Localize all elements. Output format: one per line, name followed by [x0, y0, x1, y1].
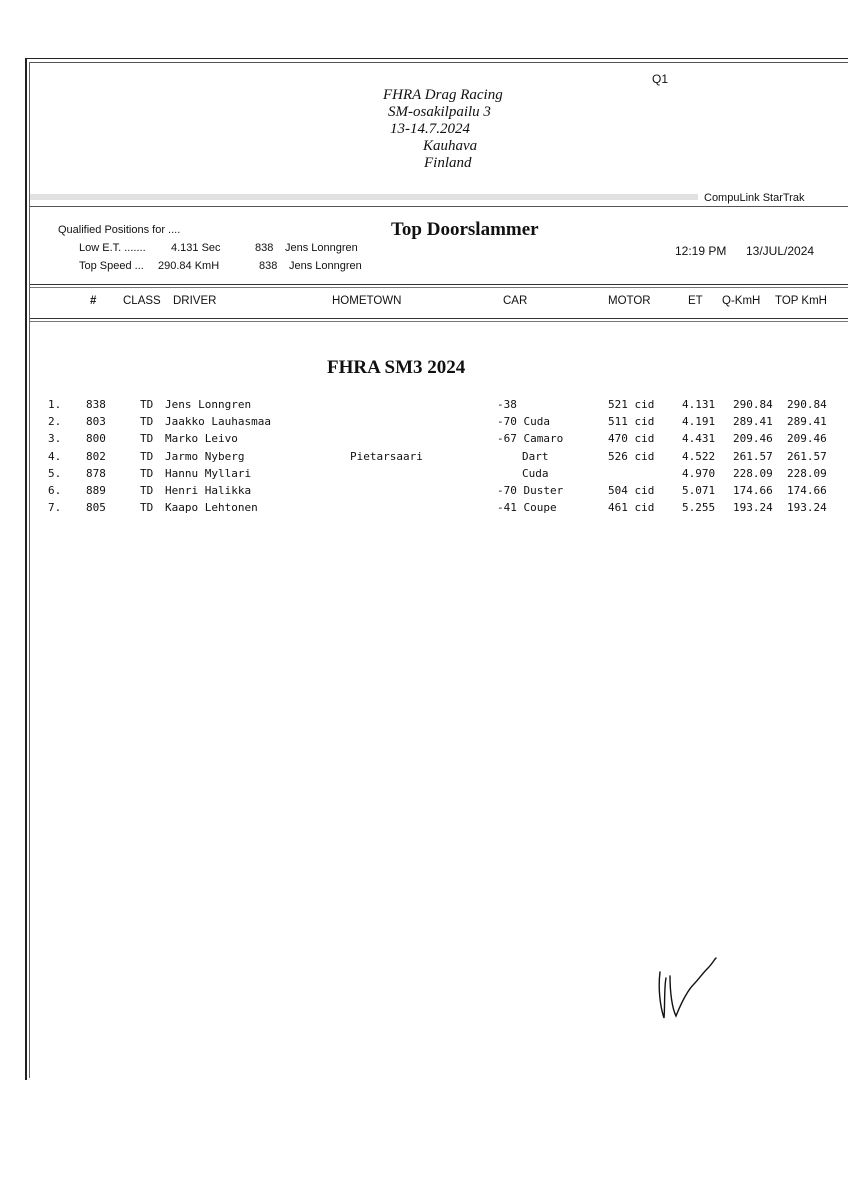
row-et: 4.191	[682, 415, 716, 429]
row-et: 4.522	[682, 449, 716, 463]
row-car-number: 803	[86, 415, 106, 429]
event-country: Finland	[424, 155, 472, 171]
row-driver: Henri Halikka	[165, 484, 252, 497]
row-q-kmh: 228.09	[733, 466, 773, 480]
row-car: -41 Coupe	[497, 501, 557, 515]
class-title: Top Doorslammer	[391, 219, 539, 240]
frame-top-line-inner	[29, 62, 848, 63]
event-dates: 13-14.7.2024	[390, 121, 470, 137]
row-hometown: Pietarsaari	[350, 449, 423, 463]
frame-left-line-inner	[29, 62, 30, 1078]
report-date: 13/JUL/2024	[746, 244, 815, 258]
frame-top-line	[25, 58, 848, 59]
row-q-kmh: 289.41	[733, 415, 773, 429]
row-car: Cuda	[522, 466, 549, 480]
table-row	[0, 415, 848, 431]
low-et-num: 838	[255, 242, 274, 254]
divider-top	[30, 206, 848, 207]
row-car-number: 878	[86, 466, 106, 480]
row-top-kmh: 228.09	[787, 466, 827, 480]
row-car-number: 805	[86, 501, 106, 515]
table-row	[0, 501, 848, 517]
col-qkmh: Q-KmH	[722, 295, 761, 307]
col-hometown: HOMETOWN	[332, 295, 402, 307]
event-org: FHRA Drag Racing	[383, 87, 503, 103]
row-position: 5.	[48, 466, 62, 480]
row-q-kmh: 174.66	[733, 484, 773, 497]
row-class: TD	[140, 432, 154, 446]
col-topkmh: TOP KmH	[775, 295, 827, 307]
row-class: TD	[140, 466, 154, 480]
row-car: Dart	[522, 449, 549, 463]
divider-header-top2	[30, 287, 848, 288]
row-car-number: 800	[86, 432, 106, 446]
row-position: 3.	[48, 432, 62, 446]
row-class: TD	[140, 415, 154, 429]
col-motor: MOTOR	[608, 295, 651, 307]
event-series: SM-osakilpailu 3	[388, 104, 491, 120]
row-car-number: 802	[86, 449, 106, 463]
row-motor: 461 cid	[608, 501, 655, 515]
row-driver: Jarmo Nyberg	[165, 449, 245, 463]
row-q-kmh: 209.46	[733, 432, 773, 446]
row-top-kmh: 174.66	[787, 484, 827, 497]
row-class: TD	[140, 501, 154, 515]
col-num: #	[90, 295, 97, 307]
row-top-kmh: 209.46	[787, 432, 827, 446]
row-position: 2.	[48, 415, 62, 429]
row-top-kmh: 261.57	[787, 449, 827, 463]
row-q-kmh: 261.57	[733, 449, 773, 463]
row-et: 5.071	[682, 484, 716, 497]
row-class: TD	[140, 449, 154, 463]
row-q-kmh: 193.24	[733, 501, 773, 515]
col-class: CLASS	[123, 295, 161, 307]
row-et: 4.131	[682, 398, 716, 411]
row-position: 7.	[48, 501, 62, 515]
row-class: TD	[140, 484, 154, 497]
top-speed-label: Top Speed ...	[79, 260, 144, 272]
row-car: -38	[497, 398, 517, 411]
row-class: TD	[140, 398, 154, 411]
page-code: Q1	[652, 72, 669, 86]
row-motor: 521 cid	[608, 398, 655, 411]
row-car: -70 Cuda	[497, 415, 550, 429]
table-row	[0, 450, 848, 466]
row-top-kmh: 290.84	[787, 398, 827, 411]
report-time: 12:19 PM	[675, 244, 727, 258]
top-speed-driver: Jens Lonngren	[289, 260, 362, 272]
row-top-kmh: 289.41	[787, 415, 827, 429]
frame-left-line	[25, 58, 27, 1080]
row-driver: Marko Leivo	[165, 432, 238, 446]
divider-header-top	[30, 284, 848, 285]
col-driver: DRIVER	[173, 295, 217, 307]
row-position: 1.	[48, 398, 62, 411]
table-row	[0, 432, 848, 448]
row-position: 6.	[48, 484, 62, 497]
row-motor: 470 cid	[608, 432, 655, 446]
row-et: 5.255	[682, 501, 716, 515]
row-motor: 511 cid	[608, 415, 655, 429]
table-row	[0, 484, 848, 500]
signature	[650, 948, 730, 1028]
row-driver: Jaakko Lauhasmaa	[165, 415, 271, 429]
low-et-label: Low E.T. .......	[79, 242, 146, 254]
row-motor: 526 cid	[608, 449, 655, 463]
row-car-number: 889	[86, 484, 106, 497]
divider-header-bottom	[30, 318, 848, 319]
table-row	[0, 398, 848, 414]
event-city: Kauhava	[423, 138, 478, 154]
row-et: 4.431	[682, 432, 716, 446]
col-car: CAR	[503, 295, 528, 307]
row-position: 4.	[48, 449, 62, 463]
row-et: 4.970	[682, 466, 716, 480]
table-row	[0, 467, 848, 483]
top-speed-num: 838	[259, 260, 278, 272]
low-et-driver: Jens Lonngren	[285, 242, 358, 254]
row-top-kmh: 193.24	[787, 501, 827, 515]
row-driver: Jens Lonngren	[165, 398, 252, 411]
row-car: -67 Camaro	[497, 432, 564, 446]
row-motor: 504 cid	[608, 484, 655, 497]
system-name: CompuLink StarTrak	[704, 192, 805, 204]
top-speed-value: 290.84 KmH	[158, 260, 220, 272]
section-title: FHRA SM3 2024	[327, 357, 466, 378]
qualified-label: Qualified Positions for ....	[58, 224, 181, 236]
row-driver: Kaapo Lehtonen	[165, 501, 258, 515]
row-q-kmh: 290.84	[733, 398, 773, 411]
divider-header-bottom2	[30, 321, 848, 322]
row-car-number: 838	[86, 398, 106, 411]
row-car: -70 Duster	[497, 484, 564, 497]
dotted-band	[30, 194, 698, 200]
row-driver: Hannu Myllari	[165, 466, 252, 480]
low-et-value: 4.131 Sec	[171, 242, 221, 254]
col-et: ET	[688, 295, 703, 307]
